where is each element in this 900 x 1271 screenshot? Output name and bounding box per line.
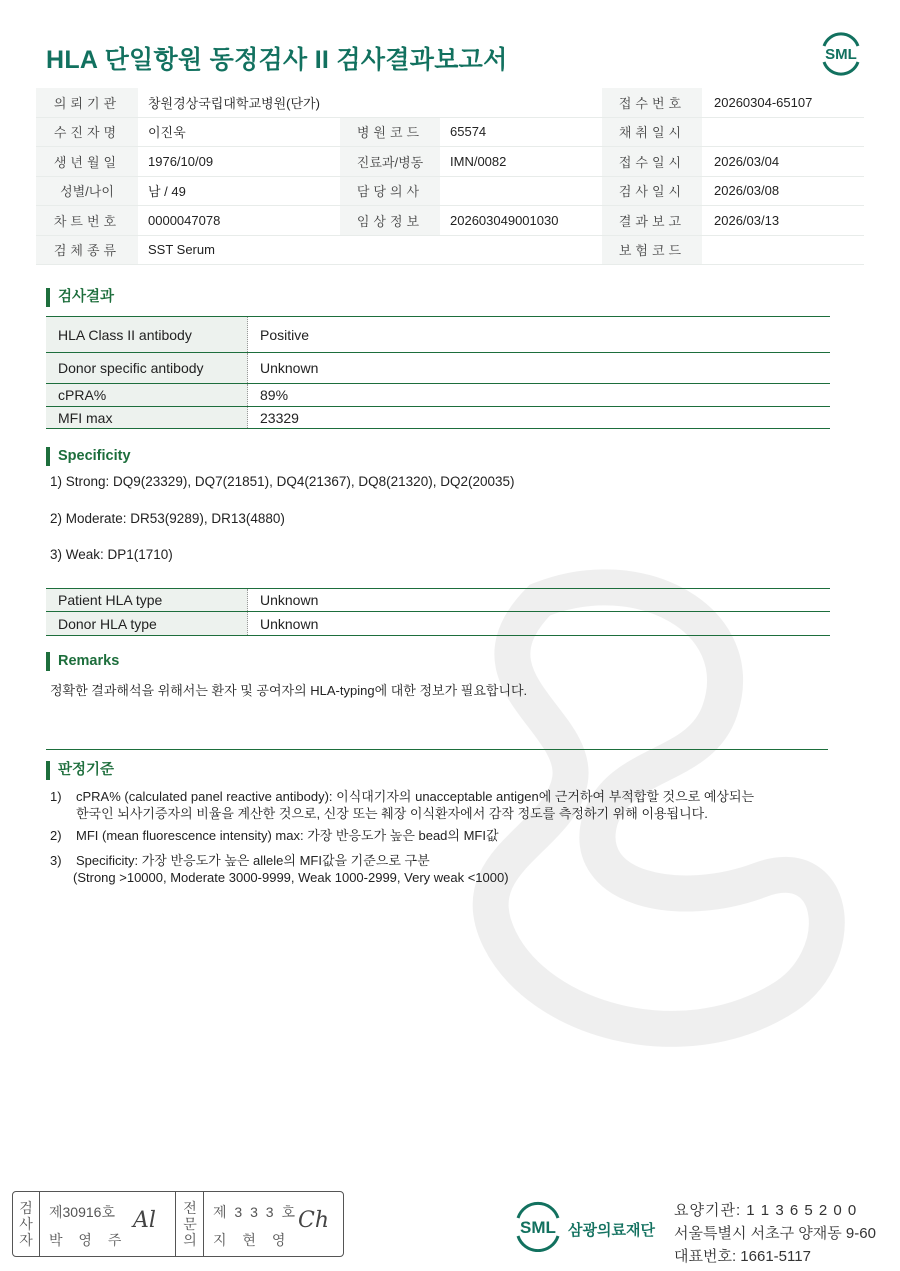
info-row xyxy=(36,206,864,236)
specialist-label-char: 전 xyxy=(183,1200,197,1216)
specialist-license: 제 3 3 3 호 xyxy=(213,1204,297,1220)
info-label: 진료과/병동 xyxy=(340,147,440,176)
info-label: 의뢰기관 xyxy=(36,88,138,117)
address: 서울특별시 서초구 양재동 9-60 xyxy=(674,1225,876,1242)
results-row xyxy=(46,407,830,429)
info-value: 이진욱 xyxy=(148,125,186,141)
sml-logo-text: SML xyxy=(825,46,857,63)
criteria-num: 1) xyxy=(50,789,62,804)
info-label: 수진자명 xyxy=(36,118,138,147)
examiner-license: 제30916호 xyxy=(49,1204,115,1220)
footer-logo-mark xyxy=(512,1200,564,1252)
result-value: Positive xyxy=(260,326,310,343)
info-row xyxy=(36,118,864,148)
results-heading: 검사결과 xyxy=(46,288,114,307)
examiner-label-char: 검 xyxy=(19,1200,33,1216)
criteria-item xyxy=(50,852,830,888)
phone: 대표번호: 1661-5117 xyxy=(674,1248,811,1265)
criteria-line: MFI (mean fluorescence intensity) max: 가장 반응도가 높은 bead의 MFI값 xyxy=(76,828,499,843)
criteria-line: cPRA% (calculated panel reactive antibody): 이식대기자의 unacceptable antigen에 근거하여 부적합할 것으로 예상되는 xyxy=(76,789,755,804)
patient-info-table xyxy=(36,88,864,265)
hla-type-row xyxy=(46,612,830,636)
info-label: 차트번호 xyxy=(36,206,138,235)
info-value: 1976/10/09 xyxy=(148,153,214,169)
info-value: 남 / 49 xyxy=(148,184,186,200)
examiner-label xyxy=(13,1192,40,1256)
criteria-item xyxy=(50,827,830,845)
results-row xyxy=(46,353,830,384)
result-value: Unknown xyxy=(260,360,319,376)
info-value: 창원경상국립대학교병원(단가) xyxy=(148,95,320,111)
criteria-line: (Strong >10000, Moderate 3000-9999, Weak 1000-2999, Very weak <1000) xyxy=(73,870,509,885)
hla-type-value: Unknown xyxy=(260,592,319,608)
result-value: 89% xyxy=(260,387,289,403)
specificity-weak: 3) Weak: DP1(1710) xyxy=(50,547,173,562)
hla-type-value: Unknown xyxy=(260,615,319,632)
remarks-text: 정확한 결과해석을 위해서는 환자 및 공여자의 HLA-typing에 대한 정보가 필요합니다. xyxy=(50,683,528,698)
criteria-line: 한국인 뇌사기증자의 비율을 계산한 것으로, 신장 또는 췌장 이식환자에서 감작 정도를 측정하기 위해 이용됩니다. xyxy=(76,806,708,821)
info-label: 담당의사 xyxy=(340,177,440,206)
page-title: HLA 단일항원 동정검사 II 검사결과보고서 xyxy=(46,46,508,74)
examiner-signature: Al xyxy=(133,1208,156,1233)
results-row xyxy=(46,317,830,353)
specialist-label-char: 의 xyxy=(183,1232,197,1248)
info-value: SST Serum xyxy=(148,242,215,258)
info-value: 0000047078 xyxy=(148,212,221,228)
info-label: 검체종류 xyxy=(36,236,138,265)
result-key: MFI max xyxy=(46,407,248,428)
info-value xyxy=(714,236,864,265)
info-label: 임상정보 xyxy=(340,206,440,235)
result-key: HLA Class II antibody xyxy=(46,317,248,352)
criteria-heading: 판정기준 xyxy=(46,761,114,780)
info-label: 성별/나이 xyxy=(36,177,138,206)
org-name: 삼광의료재단 xyxy=(568,1222,655,1239)
criteria-num: 3) xyxy=(50,853,62,868)
examiner-label-char: 자 xyxy=(19,1232,33,1248)
info-value: 65574 xyxy=(450,124,487,140)
info-label: 병원코드 xyxy=(340,118,440,147)
info-value: 202603049001030 xyxy=(450,212,559,228)
specialist-name: 지 현 영 xyxy=(213,1232,292,1248)
result-value: 23329 xyxy=(260,409,299,426)
info-label: 결과보고 xyxy=(602,206,702,235)
result-key: cPRA% xyxy=(46,384,248,406)
info-label: 생년월일 xyxy=(36,147,138,176)
info-label: 검사일시 xyxy=(602,177,702,206)
hla-type-row xyxy=(46,589,830,612)
specificity-heading: Specificity xyxy=(46,447,131,466)
specialist-label xyxy=(177,1192,204,1256)
hla-type-table xyxy=(46,588,830,636)
specificity-strong: 1) Strong: DQ9(23329), DQ7(21851), DQ4(21367), DQ8(21320), DQ2(20035) xyxy=(50,474,515,489)
remarks-heading: Remarks xyxy=(46,652,119,671)
footer-logo-text: SML xyxy=(520,1218,556,1237)
results-table xyxy=(46,316,830,429)
hla-type-key: Donor HLA type xyxy=(46,612,248,635)
examiner-label-char: 사 xyxy=(19,1216,33,1232)
result-key: Donor specific antibody xyxy=(46,353,248,383)
specialist-label-char: 문 xyxy=(183,1216,197,1232)
signature-box xyxy=(12,1191,344,1257)
sml-logo xyxy=(818,30,864,76)
care-code: 요양기관: 1 1 3 6 5 2 0 0 xyxy=(674,1202,858,1219)
info-row xyxy=(36,88,864,118)
info-value: 20260304-65107 xyxy=(714,94,813,110)
info-value: 2026/03/04 xyxy=(714,153,780,169)
info-row xyxy=(36,147,864,177)
section-divider xyxy=(46,749,828,750)
info-value: IMN/0082 xyxy=(450,153,507,169)
specialist-signature: Ch xyxy=(298,1208,330,1233)
results-row xyxy=(46,384,830,407)
hla-type-key: Patient HLA type xyxy=(46,589,248,611)
specificity-moderate: 2) Moderate: DR53(9289), DR13(4880) xyxy=(50,511,285,526)
info-value: 2026/03/13 xyxy=(714,212,780,228)
criteria-line: Specificity: 가장 반응도가 높은 allele의 MFI값을 기준으로 구분 xyxy=(76,853,430,868)
info-label: 접수일시 xyxy=(602,147,702,176)
criteria-item xyxy=(50,788,830,824)
info-value xyxy=(450,177,600,206)
info-label: 채취일시 xyxy=(602,118,702,147)
info-label: 보험코드 xyxy=(602,236,702,265)
info-value: 2026/03/08 xyxy=(714,183,780,199)
criteria-num: 2) xyxy=(50,828,62,843)
info-label: 접수번호 xyxy=(602,88,702,117)
info-value xyxy=(714,118,864,147)
examiner-name: 박 영 주 xyxy=(49,1232,128,1248)
info-row xyxy=(36,177,864,207)
info-row xyxy=(36,236,864,266)
